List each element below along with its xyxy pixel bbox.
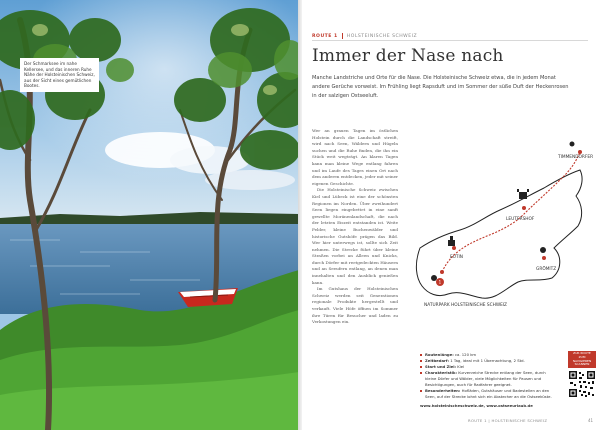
route-info <box>420 352 558 409</box>
qr-area <box>568 351 596 398</box>
info-item <box>420 370 558 388</box>
castle-icon <box>519 192 527 199</box>
info-key: Start und Ziel: <box>425 364 457 369</box>
castle-icon <box>527 189 529 192</box>
route-label: ROUTE 1 <box>312 33 338 39</box>
map-marker <box>522 206 526 210</box>
body-paragraph: Wer an grauen Tagen im östlichen Holstein durch die Landschaft streift, wird nach Seen, Wäldern und Hügeln suchen und die Ruhe finden, die ihn ein Stück weit wegträgt. An klaren Tagen kann man kleine Wege entlang fahren und im Laufe des Tages einen Ort nach dem anderen entdecken, jeder mit seiner eigenen Geschichte. <box>312 128 398 186</box>
route-line <box>442 152 580 272</box>
route-separator <box>342 33 343 39</box>
lake-icon <box>431 275 437 281</box>
castle-icon <box>517 189 519 192</box>
church-icon <box>450 236 453 240</box>
map-label-timmendorfer: TIMMENDORFER <box>558 155 594 160</box>
lighthouse-icon <box>570 142 575 147</box>
route-map <box>412 130 594 335</box>
route-number-text: 1 <box>438 279 442 285</box>
qr-label: ZUR ROUTE ZUM NAVIGIEREN SCANNEN <box>568 351 596 368</box>
map-marker <box>452 246 456 250</box>
info-value: Kiel <box>457 364 465 369</box>
route-info-list <box>420 352 558 400</box>
qr-code-icon[interactable] <box>568 370 596 398</box>
article-lead: Manche Landstriche und Orte für die Nase. Die Holsteinische Schweiz etwa, die in jedem Monat andere Gerüche vorweist. Im Frühling liegt Rapsduft und im Sommer der süße Duft der Heckenrosen in der salzigen Ostseeluft. <box>312 75 569 99</box>
map-marker <box>578 150 582 154</box>
info-key: Besonderheiten: <box>425 388 461 393</box>
info-links[interactable]: www.holsteinischeschweiz.de, www.ostseeurlaub.de <box>420 403 533 408</box>
body-paragraph: Im Gutshaus der Holsteinischen Schweiz werden seit Generationen regionale Produkte hergestellt und verkauft. Viele Höfe öffnen im Sommer ihre Türen für Besucher und laden zu Verkostungen ein. <box>312 286 398 325</box>
info-key: Charakteristik: <box>425 370 457 375</box>
info-item <box>420 388 558 400</box>
church-icon <box>448 240 455 246</box>
article-body <box>312 128 398 326</box>
header-rule <box>312 40 588 41</box>
map-label-eutin: EUTIN <box>450 255 463 260</box>
photo-page <box>0 0 299 430</box>
map-icons <box>431 142 575 282</box>
region-label: HOLSTEINISCHE SCHWEIZ <box>346 33 418 39</box>
text-page <box>302 0 600 430</box>
info-key: Routenlänge: <box>425 352 454 357</box>
route-header <box>312 33 417 39</box>
map-label-groemitz: GRÖMITZ <box>536 267 557 272</box>
map-region-label: NATURPARK HOLSTEINISCHE SCHWEIZ <box>424 303 507 308</box>
article-headline: Immer der Nase nach <box>312 46 504 66</box>
map-marker <box>440 270 444 274</box>
viewpoint-icon <box>540 247 546 253</box>
info-value: Kurvenreiche Strecke entlang der Seen, durch kleine Dörfer und Wälder, viele Möglichkeiten für Pausen und Besichtigungen, auch für Radfahrer geeignet. <box>425 370 546 387</box>
info-value: 1 Tag, ideal mit 1 Übernachtung, 2 Std. <box>450 358 525 363</box>
body-paragraph: Die Holsteinische Schweiz zwischen Kiel und Lübeck ist eine der schönsten Regionen im Norden. Über zweihundert Seen liegen eingebettet in eine sanft gewellte Moränenlandschaft, die nach der letzten Eiszeit entstanden ist. Weite Felder, kleine Buchenwälder und historische Gutshöfe prägen das Bild. Wer hier unterwegs ist, sollte sich Zeit nehmen. Die Strecke führt über kleine Straßen vorbei an Alleen und Knicks, durch Dörfer mit reetgedeckten Häusern und an Seeufern entlang, an denen man innehalten und den Ausblick genießen kann. <box>312 187 398 285</box>
info-key: Zeitbedarf: <box>425 358 450 363</box>
info-value: ca. 120 km <box>454 352 477 357</box>
info-value: Hofläden, Gutshäuser und Badestellen an den Seen, auf der Strecke lohnt sich ein Abstecher an die Ostseeküste. <box>425 388 552 399</box>
map-label-leutershof: LEUTERSHOF <box>506 217 535 222</box>
photo-caption: Der Schmarksee im nahe Kellersee, und das inneren Ruhe Nähe der Holsteinischen Schweiz, aus der Sicht eines gemütlichen Bootes. <box>20 58 99 92</box>
map-marker <box>542 256 546 260</box>
page-number: 41 <box>588 418 594 423</box>
page-footer: ROUTE 1 | HOLSTEINISCHE SCHWEIZ <box>468 418 548 423</box>
